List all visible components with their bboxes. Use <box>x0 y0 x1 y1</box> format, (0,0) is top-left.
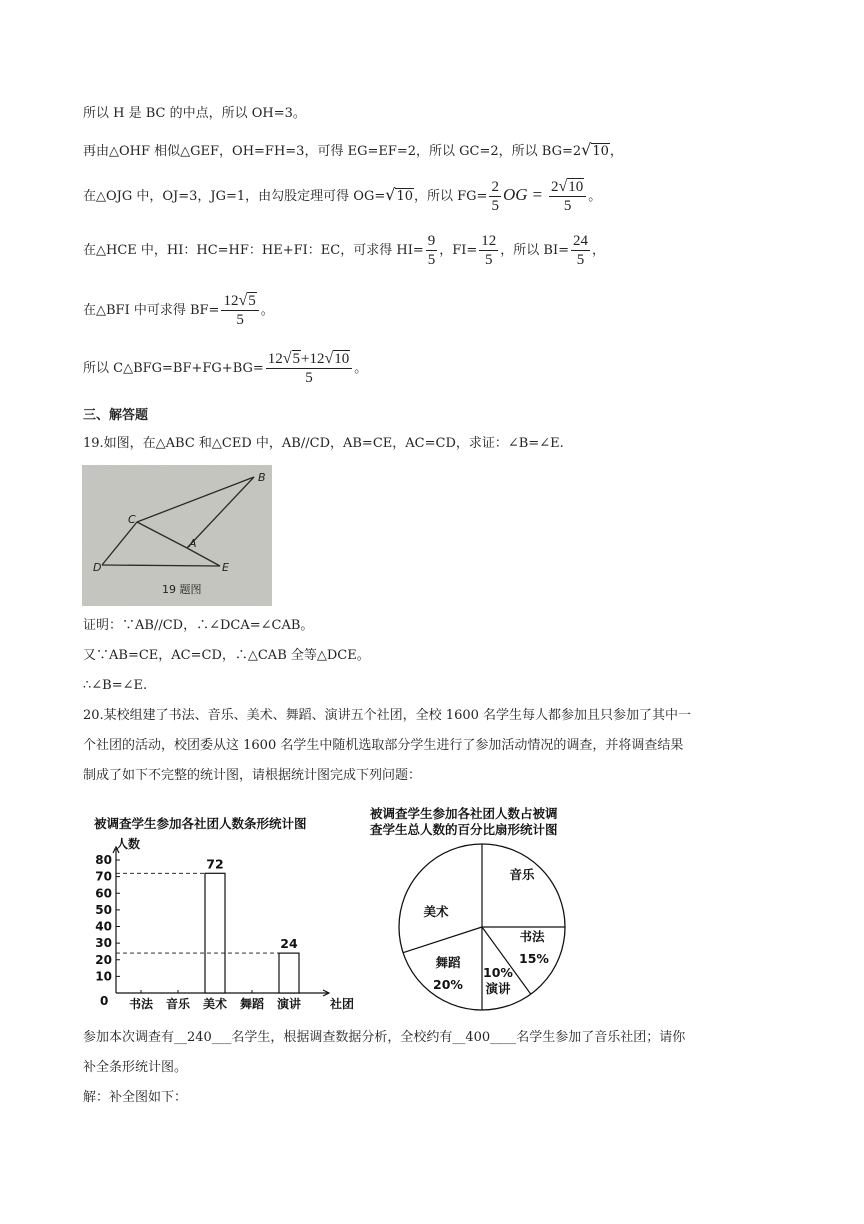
denominator: 5 <box>236 312 244 328</box>
fraction <box>549 178 586 215</box>
answer-text-2: 名学生，根据调查数据分析，全校约有 <box>231 1030 453 1045</box>
line-6-text: 所以 C△BFG=BF+FG+BG= <box>83 361 264 376</box>
question-20-line-3: 制成了如下不完整的统计图，请根据统计图完成下列问题： <box>83 768 422 783</box>
answer-text-3: 名学生参加了音乐社团；请你 <box>516 1030 686 1045</box>
figure-19 <box>82 465 272 606</box>
bar-chart-ylabel: 人数 <box>116 837 141 851</box>
x-tick-label: 演讲 <box>276 997 302 1010</box>
line-4-mid1: ，FI= <box>439 243 478 258</box>
radicand: 10 <box>334 351 350 367</box>
fraction <box>266 350 353 387</box>
bar <box>279 953 299 993</box>
answer-blank-2: __400____ <box>452 1030 517 1045</box>
slice-label: 美术 <box>423 904 449 919</box>
proof-line-3: ∴∠B=∠E. <box>83 678 148 693</box>
line-2-tail: ， <box>609 144 623 159</box>
bar-chart <box>86 810 366 1010</box>
line-3-text: 在△OJG 中，OJ=3，JG=1，由勾股定理可得 OG= <box>83 189 386 204</box>
pie-chart <box>368 802 578 1014</box>
coefficient: 12 <box>223 293 239 309</box>
bar-chart-title: 被调查学生参加各社团人数条形统计图 <box>94 816 307 831</box>
y-tick-label: 30 <box>95 936 112 951</box>
x-tick-label: 书法 <box>128 997 154 1010</box>
slice-label: 书法 <box>519 929 545 944</box>
slice-percent-label: 20% <box>433 977 463 992</box>
denominator: 5 <box>427 252 436 268</box>
line-5-tail: 。 <box>260 303 274 318</box>
line-4-mid2: ，所以 BI= <box>500 243 569 258</box>
equals-sign: = <box>531 185 543 204</box>
y-tick-label: 60 <box>95 886 112 901</box>
slice-label: 音乐 <box>509 867 535 882</box>
y-tick-label: 0 <box>100 994 109 1008</box>
line-2-text: 再由△OHF 相似△GEF，OH=FH=3，可得 EG=EF=2，所以 GC=2，所以 BG=2 <box>83 144 582 159</box>
section-heading: 三、解答题 <box>83 408 149 423</box>
fraction <box>221 292 258 329</box>
numerator <box>549 178 586 197</box>
y-tick-label: 70 <box>95 869 112 884</box>
label-c: C <box>128 513 136 526</box>
question-19: 19.如图，在△ABC 和△CED 中，AB//CD，AB=CE，AC=CD，求证：∠B=∠E. <box>83 436 564 451</box>
proof-line-1: 证明：∵AB//CD，∴∠DCA=∠CAB。 <box>83 618 314 633</box>
coefficient: 2 <box>550 179 559 195</box>
question-20-line-1: 20.某校组建了书法、音乐、美术、舞蹈、演讲五个社团，全校 1600 名学生每人都参加且只参加了其中一 <box>83 708 692 723</box>
radicand: 10 <box>568 179 584 195</box>
line-6-tail: 。 <box>354 361 368 376</box>
label-b: B <box>258 471 266 484</box>
label-d: D <box>93 561 102 574</box>
x-tick-label: 音乐 <box>165 997 191 1010</box>
slice-label: 舞蹈 <box>435 955 461 970</box>
numerator: 2 <box>491 179 499 195</box>
numerator: 24 <box>573 233 588 249</box>
radicand: 10 <box>592 144 609 159</box>
slice-percent-label: 15% <box>519 951 549 966</box>
line-4-tail: ， <box>592 243 606 258</box>
fraction <box>489 178 501 215</box>
og-variable: OG <box>502 185 528 204</box>
coefficient: 12 <box>267 351 283 367</box>
x-tick-label: 舞蹈 <box>239 997 265 1010</box>
sqrt-symbol: √ <box>282 350 292 367</box>
solution-line-1: 所以 H 是 BC 的中点，所以 OH=3。 <box>83 106 306 121</box>
sqrt-symbol: √ <box>558 178 568 195</box>
y-tick-label: 10 <box>95 969 112 984</box>
fraction <box>426 232 438 269</box>
y-tick-label: 20 <box>95 952 112 967</box>
numerator: 12 <box>481 233 497 249</box>
line-3-tail: 。 <box>588 189 602 204</box>
line-3-mid: ，所以 FG= <box>414 189 488 204</box>
bar-chart-xlabel: 社团 <box>330 997 355 1010</box>
sqrt-symbol: √ <box>385 185 396 204</box>
solution-line-4 <box>83 232 605 269</box>
denominator: 5 <box>305 370 313 386</box>
answer-line-2: 补全条形统计图。 <box>83 1060 188 1075</box>
answer-line-1 <box>83 1028 685 1048</box>
label-a: A <box>189 537 197 550</box>
answer-blank-1: __240___ <box>174 1030 232 1045</box>
radicand: 5 <box>292 351 301 367</box>
solution-line-2 <box>83 140 623 162</box>
sqrt-symbol: √ <box>581 140 592 159</box>
y-tick-label: 40 <box>95 919 112 934</box>
pie-chart-title-line-2: 查学生总人数的百分比扇形统计图 <box>370 822 558 837</box>
proof-line-2: 又∵AB=CE，AC=CD，∴△CAB 全等△DCE。 <box>83 648 370 663</box>
y-tick-label: 80 <box>95 853 112 867</box>
plus-term: +12 <box>301 351 325 367</box>
sqrt-symbol: √ <box>324 350 334 367</box>
fraction <box>571 232 590 269</box>
slice-label: 演讲 <box>485 981 511 996</box>
denominator: 5 <box>491 198 499 214</box>
fraction <box>479 232 498 269</box>
denominator: 5 <box>576 252 585 268</box>
label-e: E <box>222 561 229 574</box>
denominator: 5 <box>485 252 493 268</box>
numerator <box>221 292 258 311</box>
line-4-text: 在△HCE 中，HI：HC=HF：HE+FI：EC，可求得 HI= <box>83 243 424 258</box>
solution-line-6 <box>83 350 367 387</box>
radicand: 5 <box>248 293 256 309</box>
radicand: 10 <box>396 189 413 204</box>
pie-chart-title-line-1: 被调查学生参加各社团人数占被调 <box>370 806 558 821</box>
line-5-text: 在△BFI 中可求得 BF= <box>83 303 220 318</box>
bar-data-label: 72 <box>206 856 224 872</box>
bar-data-label: 24 <box>280 936 298 952</box>
numerator <box>266 350 353 369</box>
question-20-line-2: 个社团的活动，校团委从这 1600 名学生中随机选取部分学生进行了参加活动情况的调查，并将调查结果 <box>83 738 684 753</box>
numerator: 9 <box>427 233 436 249</box>
slice-percent-label: 10% <box>483 965 513 980</box>
answer-line-3: 解：补全图如下： <box>83 1090 188 1105</box>
solution-line-3 <box>83 178 601 215</box>
y-tick-label: 50 <box>95 902 112 917</box>
bar <box>205 873 225 993</box>
solution-line-5 <box>83 292 274 329</box>
denominator: 5 <box>563 198 572 214</box>
figure-caption: 19 题图 <box>162 583 202 596</box>
answer-text-1: 参加本次调查有 <box>83 1030 175 1045</box>
x-tick-label: 美术 <box>202 997 228 1010</box>
sqrt-symbol: √ <box>238 292 248 309</box>
